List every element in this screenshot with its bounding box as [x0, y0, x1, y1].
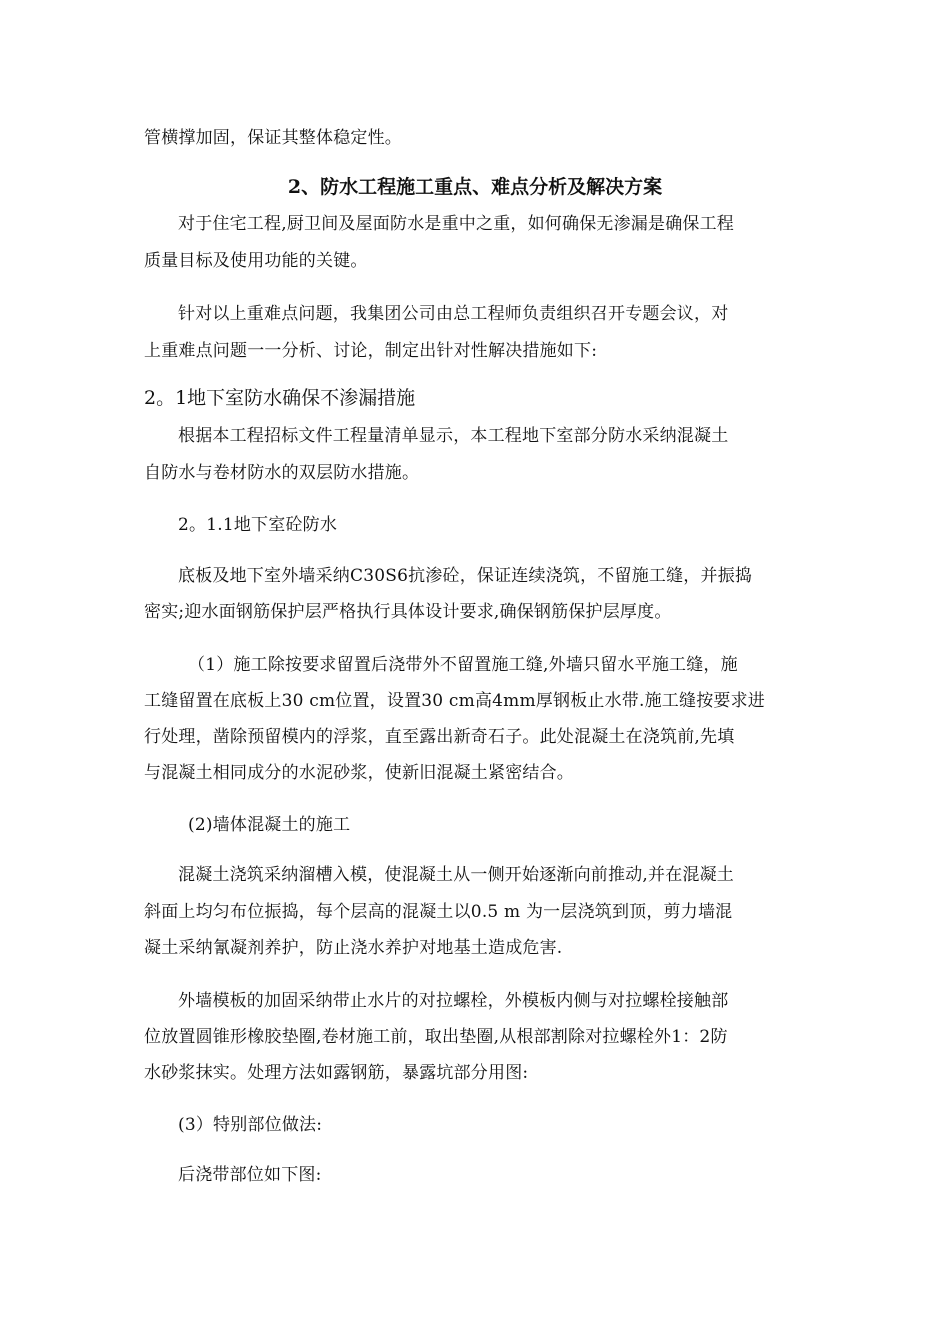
paragraph-line: 工缝留置在底板上30 cm位置，设置30 cm高4mm厚钢板止水带.施工缝按要求进 [144, 691, 766, 711]
paragraph-line: 凝土采纳氰凝剂养护，防止浇水养护对地基土造成危害. [144, 938, 563, 958]
paragraph-line: 密实;迎水面钢筋保护层严格执行具体设计要求,确保钢筋保护层厚度。 [144, 602, 672, 622]
paragraph-line: 与混凝土相同成分的水泥砂浆，使新旧混凝土紧密结合。 [144, 763, 574, 783]
paragraph-line: 外墙模板的加固采纳带止水片的对拉螺栓，外模板内侧与对拉螺栓接触部 [178, 991, 729, 1011]
paragraph-line: 斜面上均匀布位振捣，每个层高的混凝土以0.5 m 为一层浇筑到顶，剪力墙混 [144, 902, 733, 922]
list-item-title: (2)墙体混凝土的施工 [188, 815, 351, 835]
subsection-heading: 2。1地下室防水确保不渗漏措施 [144, 387, 416, 409]
paragraph-line: 自防水与卷材防水的双层防水措施。 [144, 463, 420, 483]
paragraph-line: 行处理，凿除预留模内的浮浆，直至露出新奇石子。此处混凝土在浇筑前,先填 [144, 727, 735, 747]
subsubsection-heading: 2。1.1地下室砼防水 [178, 515, 338, 535]
paragraph-line: 上重难点问题一一分析、讨论，制定出针对性解决措施如下: [144, 341, 598, 361]
paragraph-line: 水砂浆抹实。处理方法如露钢筋，暴露坑部分用图: [144, 1063, 529, 1083]
paragraph-line: 对于住宅工程,厨卫间及屋面防水是重中之重，如何确保无渗漏是确保工程 [178, 214, 735, 234]
paragraph-line: 针对以上重难点问题，我集团公司由总工程师负责组织召开专题会议，对 [178, 304, 729, 324]
paragraph-line: 质量目标及使用功能的关键。 [144, 251, 368, 271]
paragraph-line: （1）施工除按要求留置后浇带外不留置施工缝,外墙只留水平施工缝，施 [188, 655, 738, 675]
paragraph-line: 位放置圆锥形橡胶垫圈,卷材施工前，取出垫圈,从根部割除对拉螺栓外1：2防 [144, 1027, 728, 1047]
paragraph-line: 底板及地下室外墙采纳C30S6抗渗砼，保证连续浇筑，不留施工缝，并振捣 [178, 566, 753, 586]
section-heading: 2、防水工程施工重点、难点分析及解决方案 [287, 176, 663, 198]
paragraph-line: 后浇带部位如下图: [178, 1165, 322, 1185]
paragraph-line: 根据本工程招标文件工程量清单显示，本工程地下室部分防水采纳混凝土 [178, 426, 729, 446]
paragraph-line: 管横撑加固，保证其整体稳定性。 [144, 128, 402, 148]
paragraph-line: 混凝土浇筑采纳溜槽入模，使混凝土从一侧开始逐渐向前推动,并在混凝土 [178, 865, 735, 885]
list-item-title: (3）特别部位做法: [178, 1115, 323, 1135]
